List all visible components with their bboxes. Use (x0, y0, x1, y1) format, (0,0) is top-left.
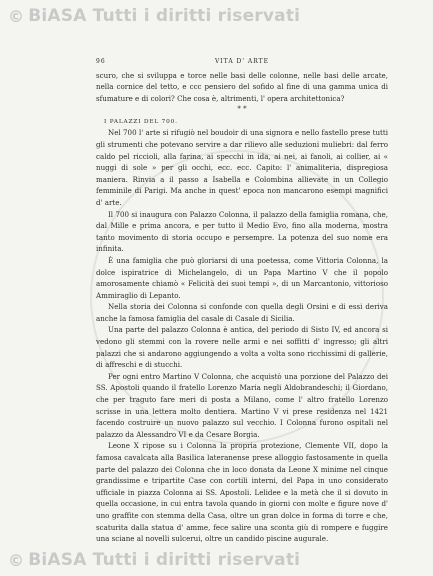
paragraph: Nel 700 l' arte si rifugiò nel boudoir di una signora e nello fastello prese tutti gli strumenti che potevano servire a dar rilievo alle seduzioni muliebri: dal ferro caldo pel riccioli, alla farina, ai specchi in ida, ai nei, ai fanoli, ai collier, ai « nuggi di sole » per gli occhi, ecc. ecc. Capito: l' animaliteria, dispregiosa maniera. Rinvia a il passo a Isabella e Colombina allievate in un Collegio femminile di Parigi. Ma anche in quest' epoca non mancarono esempi magnifici d' arte. (96, 128, 388, 207)
running-title: VITA D' ARTE (214, 58, 270, 65)
copyright-banner-bottom (0, 548, 433, 572)
section-asterism: * * (237, 105, 247, 114)
section-heading: I PALAZZI DEL 700. (104, 119, 178, 126)
copyright-icon: © (8, 550, 25, 570)
running-head (96, 56, 388, 68)
paragraph: Nella storia dei Colonna si confonde con quella degli Orsini e di essi deriva anche la famosa famiglia del casale di Casale di Sicilia. (96, 302, 388, 323)
intro-paragraph: scuro, che si sviluppa e torce nelle basi delle colonne, nelle basi delle arcate, nella cornice del tetto, e ccc pensiero del sofido al fine di una gamma unica di sfumature e di colori? Che cosa è, altrimenti, l' opera architettonica? (96, 70, 388, 103)
copyright-banner-top (0, 4, 433, 28)
paragraph: Una parte del palazzo Colonna è antica, del periodo di Sisto IV, ed ancora si vedono gli stemmi con la rovere nelle armi e nei soffitti d' ingresso; gli altri palazzi che si andarono aggiungendo a volta a volta sono ricchissimi di gallerie, di affreschi e di stucchi. (96, 325, 388, 370)
banner-top-text: BiASA Tutti i diritti riservati (28, 6, 301, 26)
paragraph: Leone X ripose su i Colonna la propria protezione, Clemente VII, dopo la famosa cavalcata alla Basilica lateranense prese alloggio fastosamente in quella parte del palazzo dei Colonna che in loco donata da Leone X minime nel cinque grandissime e tripartite Case con cortili interni, del Papa in uno considerato ufficiale in piazza Colonna ai SS. Apostoli. Lelidee e la metà che il si dovuto in quella occasione, in cui entra tavola quando in giorni con molte e figure nove d' uno graffite con stemma della Casa, oltre un gran dolce in forma di torre e che, scaturita dalla statua d' amme, fece salire una sconta giù di rompere e fuggire una sciane al novelli sulcerui, oltre un candido piscine augurale. (96, 441, 388, 544)
page-number: 96 (96, 58, 106, 65)
paragraph: È una famiglia che può gloriarsi di una poetessa, come Vittoria Colonna, la dolce ispiratrice di Michelangelo, di un Papa Martino V che il popolo amorosamente chiamò « Felicità dei suoi tempi », di un Marcantonio, vittorioso Ammiraglio di Lepanto. (96, 255, 388, 300)
copyright-icon: © (8, 6, 25, 26)
banner-bottom-text: BiASA Tutti i diritti riservati (28, 550, 301, 570)
paragraph: Il 700 si inaugura con Palazzo Colonna, il palazzo della famiglia romana, che, dal Mille e prima ancora, e per tutto il Medio Evo, fino alla moderna, mostra tanto movimento di storia occupo e persempre. La potenza del suo nome era infinita. (96, 209, 388, 254)
document-page (96, 56, 388, 545)
paragraph: Per ogni entro Martino V Colonna, che acquistò una porzione del Palazzo dei SS. Apostoli quando il fratello Lorenzo Maria negli Aldobrandeschi; il Giordano, che per traguto fare meri di posta a Milano, come l' altro fratello Lorenzo scrisse in una lettera molto dentiera. Martino V vi prese residenza nel 1421 facendo costruire un nuovo palazzo sul vecchio. I Colonna furono ospitali nel palazzo da Alessandro VI e da Cesare Borgia. (96, 371, 388, 439)
